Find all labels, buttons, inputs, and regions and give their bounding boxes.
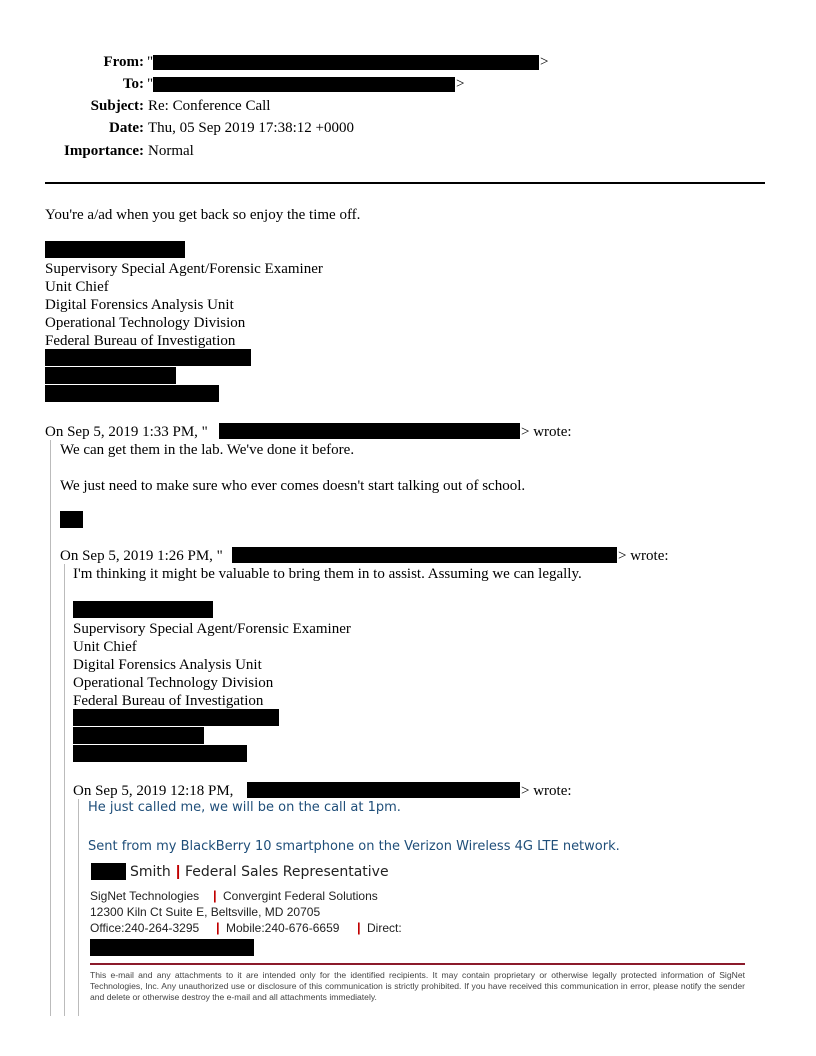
vendor-direct-phone: Direct: [367, 921, 402, 935]
to-close: > [456, 76, 465, 92]
subject-value: Re: Conference Call [148, 98, 271, 114]
quote2-sig-line-3: Digital Forensics Analysis Unit [73, 657, 262, 673]
quote2-sig-line-1: Supervisory Special Agent/Forensic Examiner [73, 621, 351, 637]
subject-label: Subject: [90, 98, 144, 114]
quote3-bar [78, 799, 79, 1016]
vendor-mobile-phone: Mobile:240-676-6659 [226, 921, 340, 935]
vendor-company-2: Convergint Federal Solutions [223, 889, 378, 903]
to-label: To: [122, 76, 144, 92]
redaction-quote3-sender [247, 782, 520, 798]
quote1-attribution-suffix: > wrote: [521, 424, 572, 440]
quote2-sig-line-5: Federal Bureau of Investigation [73, 693, 264, 709]
quote1-bar [50, 440, 51, 1016]
quote2-sig-line-4: Operational Technology Division [73, 675, 274, 691]
from-close: > [540, 54, 549, 70]
company-separator: | [213, 888, 217, 903]
quote3-line-1: He just called me, we will be on the call at 1pm. [88, 800, 401, 815]
quote2-body: I'm thinking it might be valuable to bring them in to assist. Assuming we can legally. [73, 566, 582, 582]
from-open-quote: " [147, 54, 154, 70]
quote1-line-2: We just need to make sure who ever comes doesn't start talking out of school. [60, 478, 526, 494]
redaction-sender-name [45, 241, 185, 258]
redaction-quote1-sender [219, 423, 520, 439]
redaction-quote1-initials [60, 511, 83, 528]
vendor-office-phone: Office:240-264-3295 [90, 921, 200, 935]
redaction-vendor-first-name [91, 863, 126, 880]
vendor-sig-name: Smith [130, 864, 171, 880]
vendor-sig-title: Federal Sales Representative [185, 864, 389, 880]
sig-line-5: Federal Bureau of Investigation [45, 333, 236, 349]
quote1-attribution-prefix: On Sep 5, 2019 1:33 PM, " [45, 424, 208, 440]
redaction-quote2-sig-3 [73, 745, 247, 762]
quote3-line-2: Sent from my BlackBerry 10 smartphone on the Verizon Wireless 4G LTE network. [88, 839, 620, 854]
phone-separator-1: | [216, 920, 220, 935]
redaction-sig-3 [45, 385, 219, 402]
phone-separator-2: | [357, 920, 361, 935]
to-open-quote: " [147, 76, 154, 92]
vendor-address: 12300 Kiln Ct Suite E, Beltsville, MD 20705 [90, 905, 321, 919]
sig-line-3: Digital Forensics Analysis Unit [45, 297, 234, 313]
quote3-attribution-suffix: > wrote: [521, 783, 572, 799]
redaction-quote2-sig-1 [73, 709, 279, 726]
vendor-disclaimer: This e-mail and any attachments to it are intended only for the identified recipients. It may contain proprietary or otherwise legally protected information of SigNet Technologies, Inc. Any unauthorized use or disclosure of this communication is strictly prohibited. If you have received this communication in error, please notify the sender and delete or otherwise destroy the e-mail and all attachments immediately. [90, 970, 745, 1002]
vendor-sig-separator: | [176, 863, 181, 880]
redaction-quote2-sender [232, 547, 617, 563]
quote3-attribution-prefix: On Sep 5, 2019 12:18 PM, [73, 783, 234, 799]
importance-value: Normal [148, 143, 194, 159]
from-label: From: [103, 54, 144, 70]
redaction-sig-1 [45, 349, 251, 366]
redaction-from [153, 55, 539, 70]
date-value: Thu, 05 Sep 2019 17:38:12 +0000 [148, 120, 354, 136]
quote2-attribution-suffix: > wrote: [618, 548, 669, 564]
vendor-company-1: SigNet Technologies [90, 889, 200, 903]
redaction-vendor-email [90, 939, 254, 956]
message-body: You're a/ad when you get back so enjoy the time off. [45, 207, 361, 223]
quote2-attribution-prefix: On Sep 5, 2019 1:26 PM, " [60, 548, 223, 564]
date-label: Date: [109, 120, 144, 136]
redaction-sig-2 [45, 367, 176, 384]
redaction-quote2-name [73, 601, 213, 618]
importance-label: Importance: [64, 143, 144, 159]
quote2-bar [64, 564, 65, 1016]
sig-line-4: Operational Technology Division [45, 315, 246, 331]
disclaimer-divider [90, 963, 745, 965]
quote1-line-1: We can get them in the lab. We've done it before. [60, 442, 355, 458]
header-divider [45, 182, 765, 184]
quote2-sig-line-2: Unit Chief [73, 639, 137, 655]
sig-line-2: Unit Chief [45, 279, 109, 295]
sig-line-1: Supervisory Special Agent/Forensic Examiner [45, 261, 323, 277]
redaction-quote2-sig-2 [73, 727, 204, 744]
redaction-to [153, 77, 455, 92]
